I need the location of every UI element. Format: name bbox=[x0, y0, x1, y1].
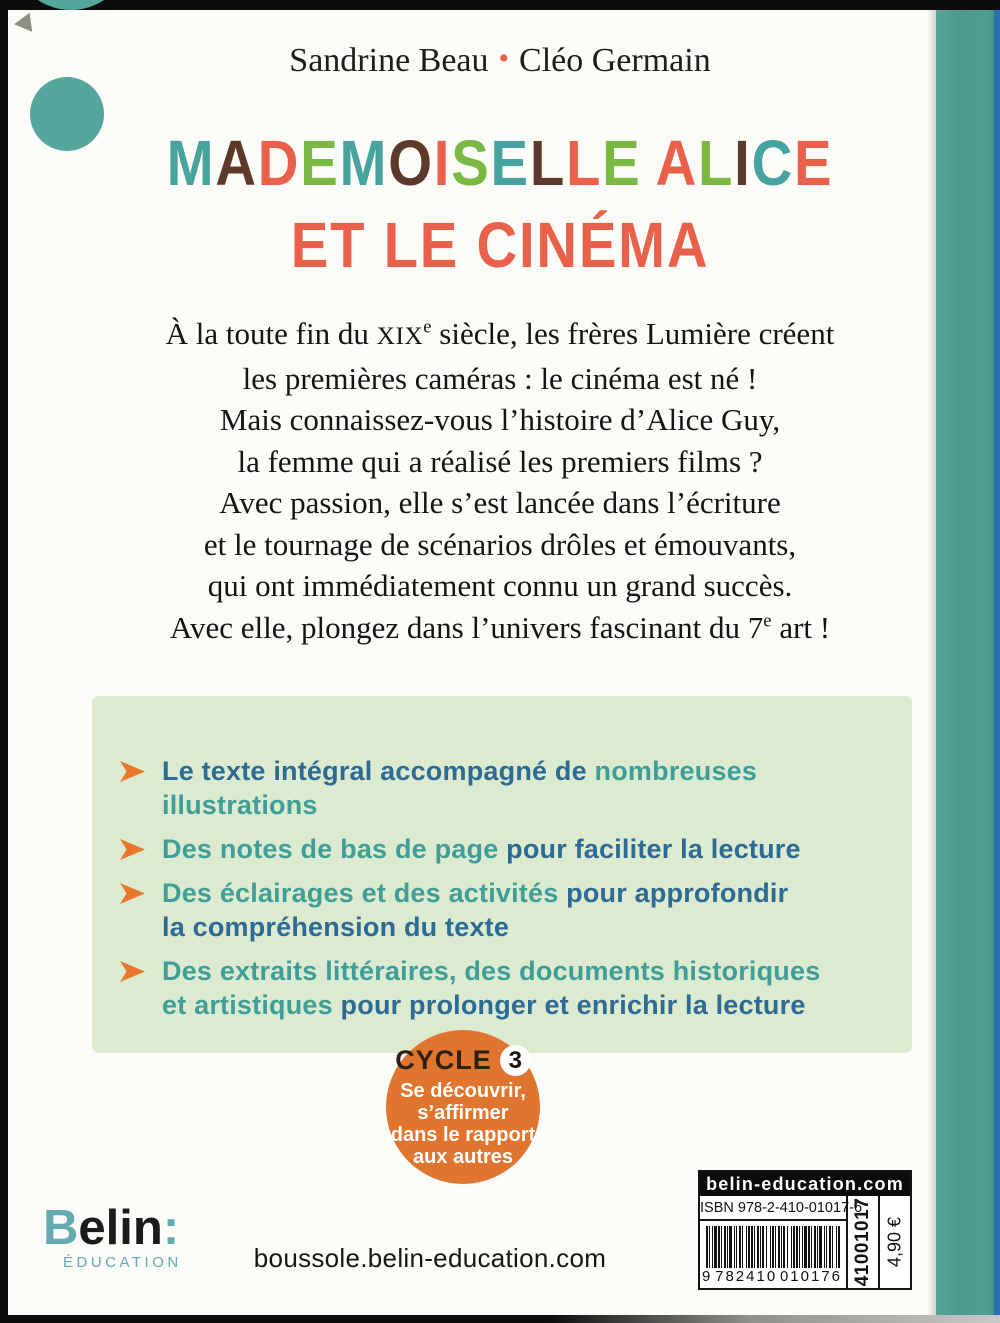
barcode-digit-group2: 010176 bbox=[779, 1268, 842, 1285]
cycle-badge-header bbox=[386, 1045, 540, 1076]
publisher-colon: : bbox=[162, 1201, 180, 1255]
feature-item bbox=[120, 754, 892, 822]
feature-text: Des notes de bas de page pour faciliter la lecture bbox=[162, 834, 801, 864]
author-right: Cléo Germain bbox=[519, 42, 711, 79]
title-letter: C bbox=[751, 127, 795, 199]
barcode-digit-group1: 782410 bbox=[715, 1268, 778, 1285]
publisher-subtitle: ÉDUCATION bbox=[63, 1254, 182, 1271]
synopsis-text: À la toute fin du XIXe siècle, les frères Lumière créent les premières caméras : le cinéma est né ! Mais connaissez-vous l’histoire d’Alice Guy, la femme qui a réalisé les premiers films ? Avec passion, elle s’est lancée dans l’écriture et le tournage de scénarios drôles et émouvants, qui ont immédiatement connu un grand succès. Avec elle, plongez dans l’univers fascinant du 7e art ! bbox=[165, 316, 835, 645]
title-letter: I bbox=[734, 127, 752, 199]
scan-edge-left bbox=[0, 0, 8, 1323]
title-letter: E bbox=[300, 127, 340, 199]
title-letter: E bbox=[490, 127, 530, 199]
title-line-1 bbox=[60, 122, 940, 204]
cycle-badge-text: Se découvrir, s’affirmer dans le rapport aux autres bbox=[390, 1080, 536, 1168]
spine-band bbox=[936, 0, 1000, 1323]
feature-text: Le texte intégral accompagné de nombreuses illustrations bbox=[162, 756, 758, 820]
speaker-icon bbox=[13, 13, 32, 34]
spine-edge bbox=[994, 0, 1000, 1323]
arrow-bullet-icon bbox=[120, 761, 145, 782]
title-letter: I bbox=[433, 127, 452, 199]
barcode-bars bbox=[706, 1226, 840, 1268]
feature-text: Des extraits littéraires, des documents historiques et artistiques pour prolonger et enrichir la lecture bbox=[162, 956, 821, 1020]
title-letter: A bbox=[215, 127, 258, 199]
features-list bbox=[120, 754, 892, 1022]
teal-dot bbox=[30, 77, 104, 151]
barcode-body bbox=[700, 1196, 910, 1288]
author-left: Sandrine Beau bbox=[289, 42, 489, 79]
author-separator-dot: • bbox=[498, 42, 510, 75]
title-letter: E bbox=[794, 127, 834, 199]
book-title bbox=[0, 122, 1000, 286]
title-letter: O bbox=[388, 127, 434, 199]
scan-edge-bottom bbox=[0, 1315, 1000, 1323]
cycle-label: CYCLE bbox=[395, 1045, 492, 1075]
title-letter: L bbox=[566, 127, 603, 199]
title-letter: D bbox=[257, 127, 301, 199]
feature-item bbox=[120, 832, 892, 866]
barcode-main bbox=[700, 1196, 863, 1288]
feature-text: Des éclairages et des activités pour approfondir la compréhension du texte bbox=[162, 878, 789, 942]
title-letter: M bbox=[166, 127, 216, 199]
page-edge-shadow bbox=[927, 0, 936, 1323]
feature-item bbox=[120, 876, 892, 944]
publisher-rest: elin bbox=[78, 1201, 163, 1255]
scan-edge-top bbox=[0, 0, 1000, 10]
ref-column bbox=[846, 1196, 878, 1288]
title-line-2: ET LE CINÉMA bbox=[290, 209, 710, 281]
cycle-number: 3 bbox=[500, 1045, 531, 1076]
publisher-initial: B bbox=[43, 1201, 79, 1255]
features-box bbox=[92, 696, 912, 1053]
price: 4,90 € bbox=[884, 1216, 905, 1268]
cycle-badge bbox=[386, 1030, 540, 1184]
ref-number: 41001017 bbox=[852, 1197, 873, 1287]
feature-item bbox=[120, 954, 892, 1022]
barcode-digits bbox=[700, 1268, 846, 1288]
price-column bbox=[878, 1196, 910, 1288]
title-letter: E bbox=[602, 127, 642, 199]
title-letter: L bbox=[529, 127, 566, 199]
arrow-bullet-icon bbox=[120, 839, 145, 860]
title-letter: L bbox=[698, 127, 735, 199]
barcode-box bbox=[698, 1170, 912, 1290]
title-letter: A bbox=[655, 127, 698, 199]
title-letter: M bbox=[339, 127, 389, 199]
authors-line bbox=[0, 42, 1000, 80]
arrow-bullet-icon bbox=[120, 961, 145, 982]
isbn-text: ISBN 978-2-410-01017-6 bbox=[700, 1196, 846, 1221]
website-url: boussole.belin-education.com bbox=[253, 1243, 607, 1273]
arrow-bullet-icon bbox=[120, 883, 145, 904]
barcode-digit-lead: 9 bbox=[702, 1268, 713, 1285]
title-letter: S bbox=[451, 127, 491, 199]
barcode-header: belin-education.com bbox=[700, 1172, 910, 1196]
